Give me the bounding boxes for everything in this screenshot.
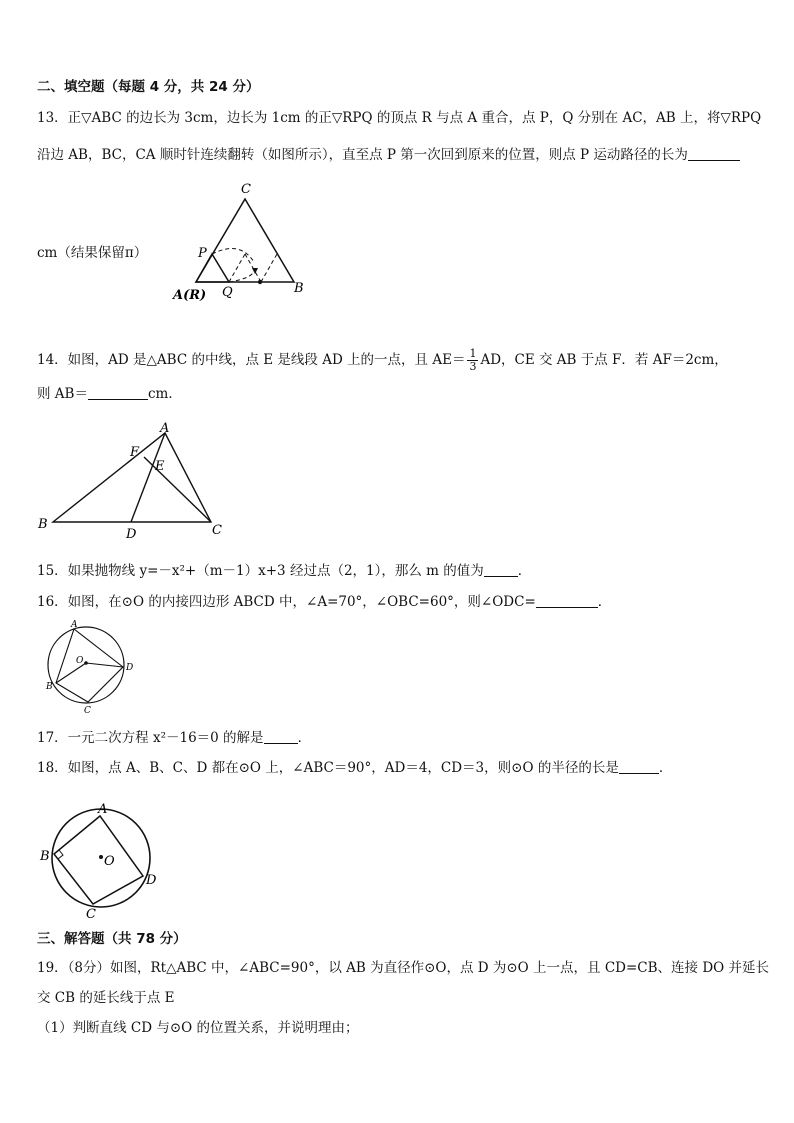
label-b: B (40, 849, 50, 864)
q13-line1: 13．正▽ABC 的边长为 3cm，边长为 1cm 的正▽RPQ 的顶点 R 与点 A 重合，点 P，Q 分别在 AC，AB 上，将▽RPQ (37, 110, 762, 126)
label-c: C (212, 523, 222, 538)
label-c: C (86, 907, 96, 922)
q13-line2-text: 沿边 AB，BC，CA 顺时针连续翻转（如图所示），直至点 P 第一次回到原来的位置，则点 P 运动路径的长为 (37, 147, 688, 163)
q18-text: 18．如图，点 A、B、C、D 都在⊙O 上，∠ABC＝90°，AD＝4，CD＝3，则⊙O 的半径的长是 (37, 760, 619, 776)
q17-text: 17．一元二次方程 x²－16＝0 的解是 (37, 730, 264, 746)
label-a: A (71, 620, 78, 630)
q14-line2-pre: 则 AB＝ (37, 386, 88, 402)
fraction-den: 3 (469, 360, 477, 373)
label-o: O (104, 854, 115, 869)
q16-end: ． (597, 594, 612, 610)
label-a-r: A(R) (173, 288, 207, 303)
q14-pre: 14．如图，AD 是△ABC 的中线，点 E 是线段 AD 上的一点，且 AE＝ (37, 352, 466, 368)
label-a: A (98, 802, 108, 817)
q16-text: 16．如图，在⊙O 的内接四边形 ABCD 中，∠A=70°，∠OBC=60°，则∠ODC= (37, 594, 536, 610)
label-b: B (46, 682, 53, 692)
label-a: A (160, 421, 170, 436)
section-title: 三、解答题（共 78 分） (37, 931, 187, 947)
q13-after: cm（结果保留π） (37, 245, 148, 261)
label-b: B (38, 517, 48, 532)
q19-line2: 交 CB 的延长线于点 E (37, 990, 175, 1006)
q19-sub1: （1）判断直线 CD 与⊙O 的位置关系，并说明理由； (37, 1020, 359, 1036)
section-title: 二、填空题（每题 4 分，共 24 分） (37, 79, 260, 95)
q15-text: 15．如果抛物线 y=－x²+（m－1）x+3 经过点（2，1），那么 m 的值为 (37, 563, 484, 579)
fraction-num: 1 (469, 347, 477, 360)
q15-end: ． (517, 563, 532, 579)
q19-line1: 19．（8分）如图，Rt△ABC 中，∠ABC=90°，以 AB 为直径作⊙O，点 D 为⊙O 上一点，且 CD=CB、连接 DO 并延长 (37, 960, 770, 976)
label-d: D (126, 527, 137, 542)
q18-end: ． (658, 760, 673, 776)
label-p: P (198, 246, 207, 261)
q17-end: ． (297, 730, 312, 746)
label-c: C (241, 182, 251, 197)
label-e: E (155, 459, 165, 474)
label-c: C (84, 706, 91, 716)
q14-line2-post: cm． (147, 386, 182, 402)
label-d: D (126, 663, 134, 673)
label-d: D (146, 873, 157, 888)
label-b: B (294, 281, 304, 296)
q14-post: AD，CE 交 AB 于点 F．若 AF＝2cm， (480, 352, 728, 368)
label-f: F (130, 445, 140, 460)
label-o: O (76, 656, 84, 666)
label-q: Q (222, 285, 233, 300)
